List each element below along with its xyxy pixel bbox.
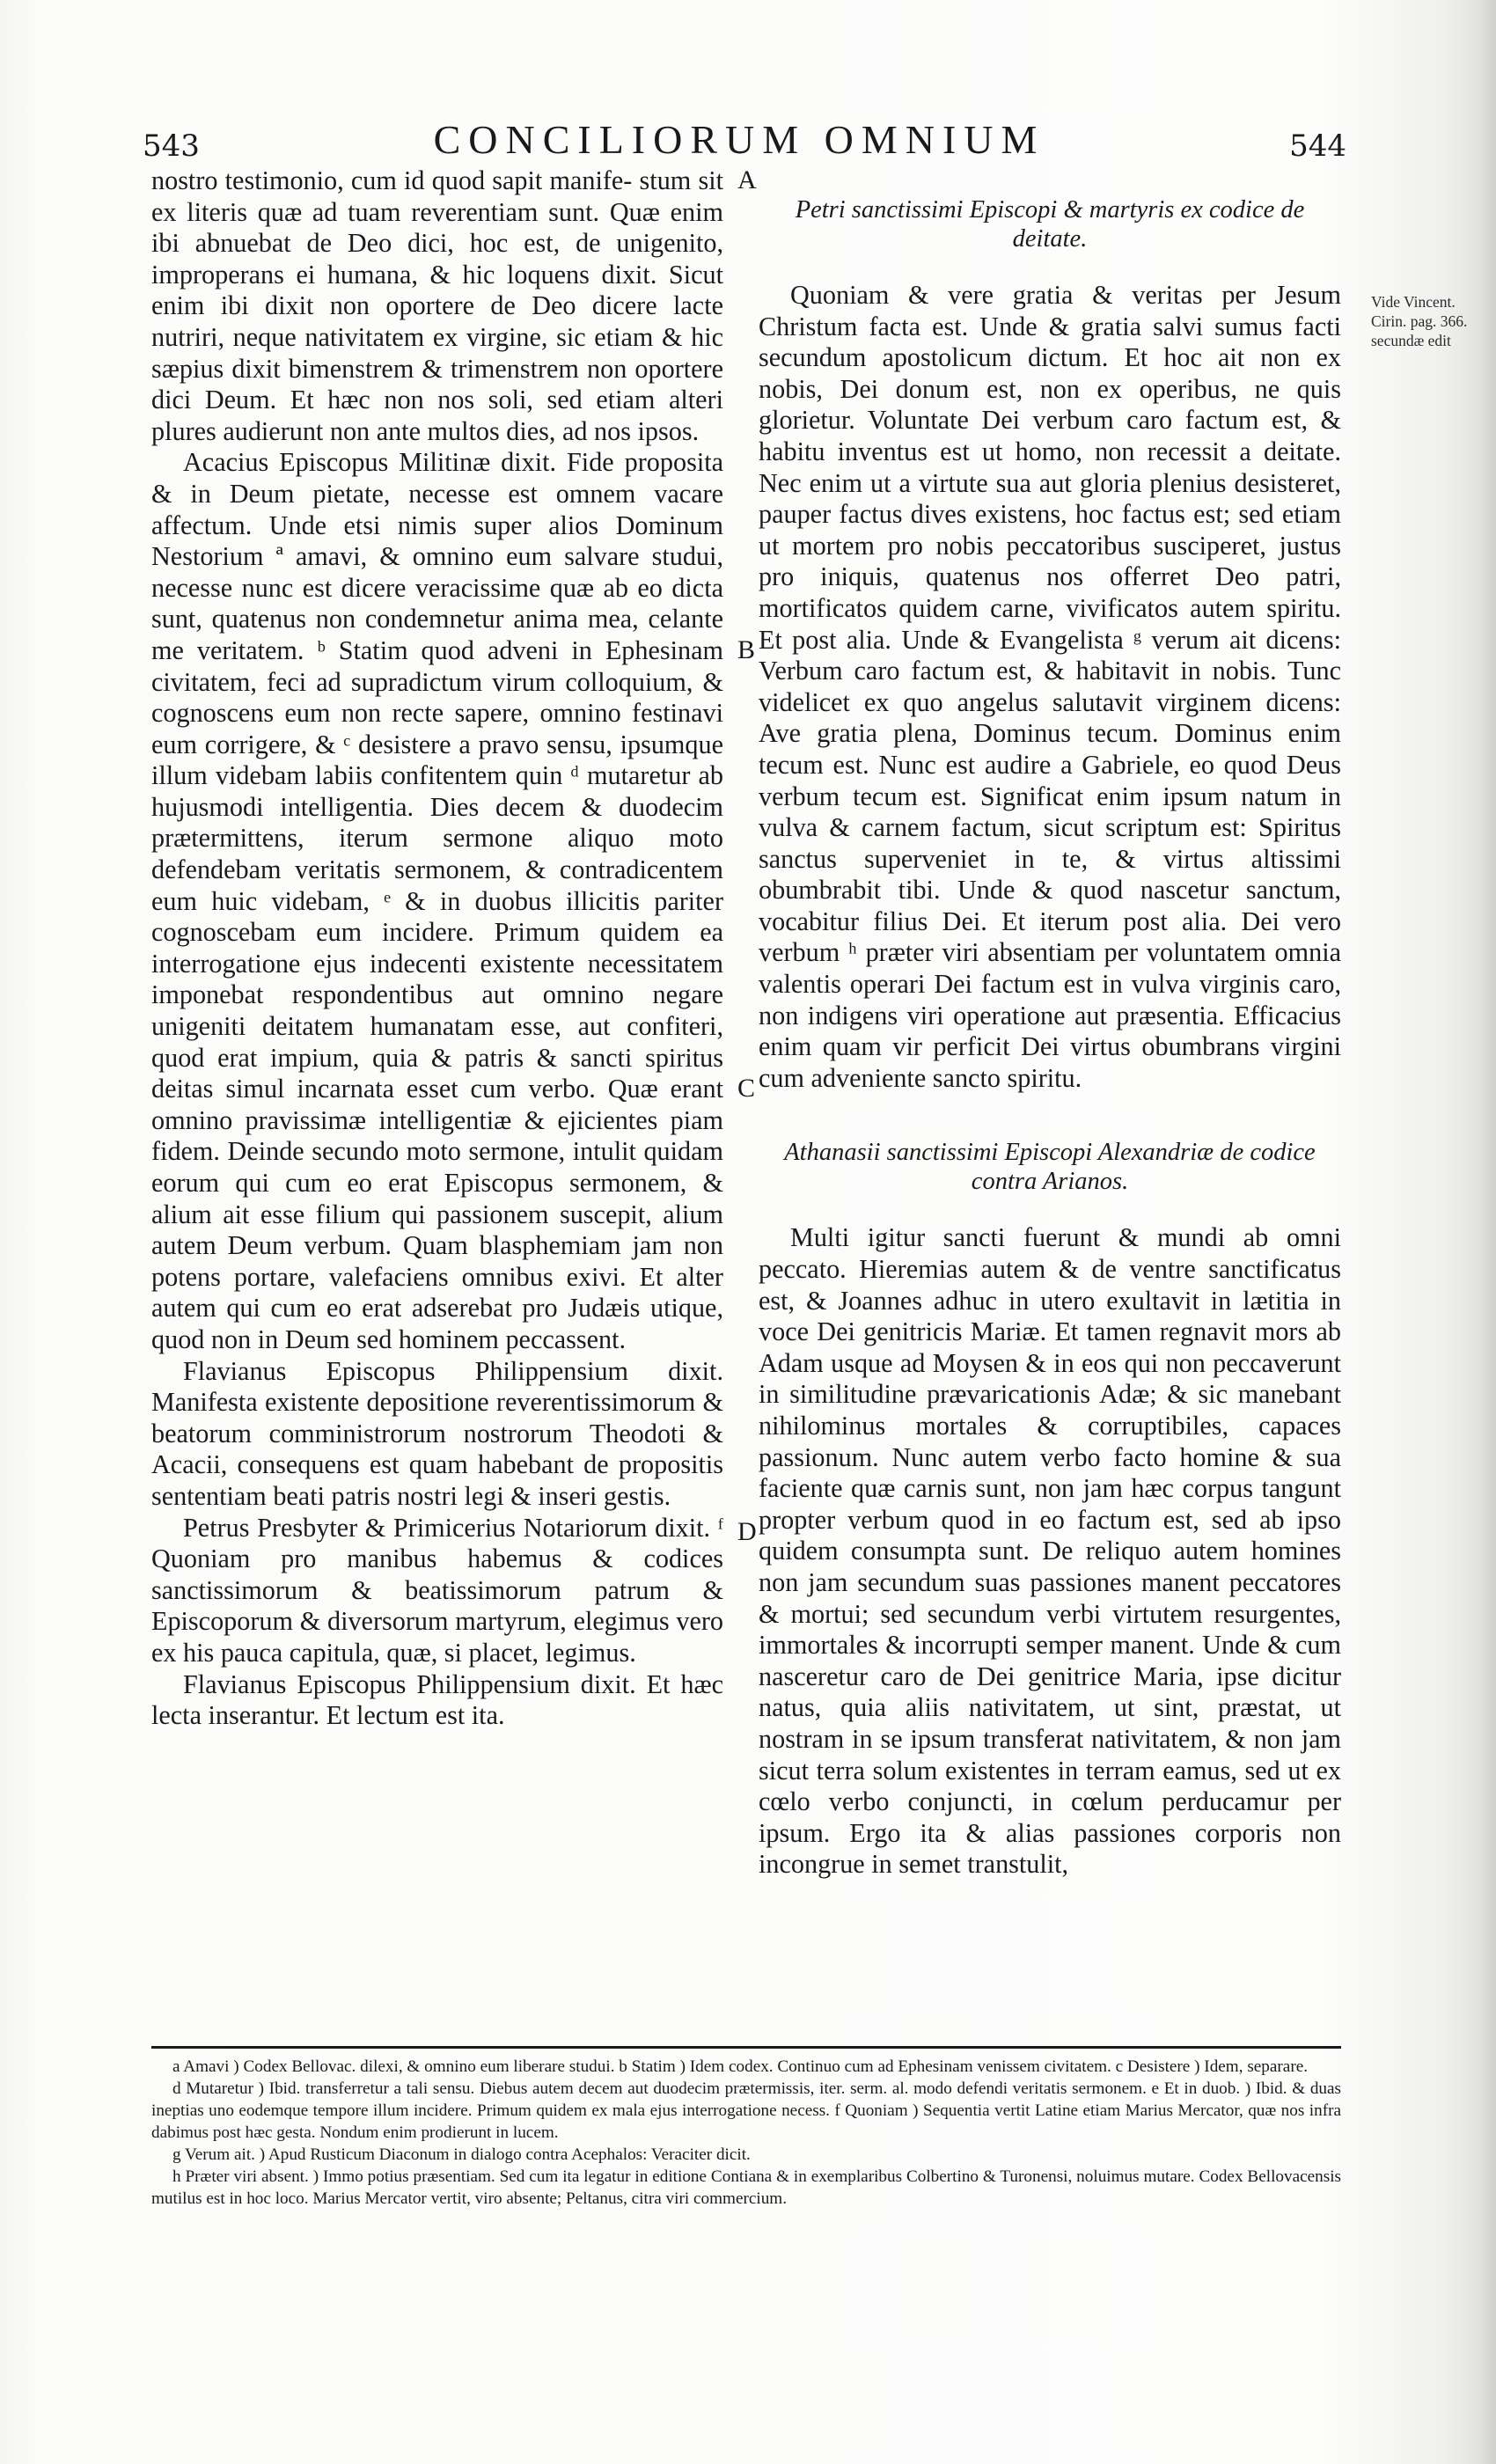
left-paragraph-1: nostro testimonio, cum id quod sapit manife- stum sit ex literis quæ ad tuam reverentiam sunt. Quæ enim ibi abnuebat de Deo dici, hoc est, de unigenito, improperans ei humana, & hic loquens dixit. Sicut enim ibi dixit non oportere de Deo dicere lacte nutriri, neque nativitatem ex virgine, sic etiam & hic sæpius dixit bimenstrem & trimenstrem non oportere dici Deum. Et hæc non nos soli, sed etiam alteri plures audierunt non ante multos dies, ad nos ipsos. (151, 165, 723, 446)
footnotes (151, 2056, 1341, 2210)
margin-marker-c: C (737, 1074, 756, 1103)
footnote-line: g Verum ait. ) Apud Rusticum Diaconum in dialogo contra Acephalos: Veraciter dicit. (172, 2145, 751, 2164)
right-paragraph-petri: Quoniam & vere gratia & veritas per Jesum Christum facta est. Unde & gratia salvi sumus facti secundum apostolicum dictum. Et hoc ait non ex nobis, Dei donum est, non ex operibus, ne quis glorietur. Voluntate Dei verbum caro factum est, & habitu inventus est ut homo, non recessit a deitate. Nec enim ut a virtute sua aut gloria plenius desisteret, pauper factus dives existens, hoc factus est; sed etiam ut mortem pro nobis peccatoribus susciperet, justus pro iniquis, quatenus nos offerret Deo patri, mortificatos quidem carne, vivificatos autem spiritu. Et post alia. Unde & Evangelista ᵍ verum ait dicens: Verbum caro factum est, & habitavit in nobis. Tunc videlicet ex quo angelus salutavit virginem dicens: Ave gratia plena, Dominus tecum. Dominus enim tecum est. Nunc est audire a Gabriele, eo quod Deus verbum tecum est. Significat enim ipsum natum in vulva & carnem factum, sicut scriptum est: Spiritus sanctus superveniet in te, & virtus altissimi obumbrabit tibi. Unde & quod nascetur sanctum, vocabitur filius Dei. Et iterum post alia. Dei vero verbum ʰ præter viri absentiam per voluntatem omnia valentis operari Dei factum est in vulva virginis caro, non indigens viri operatione aut præsentia. Efficacius enim quam vir perficit Dei virtus obumbrans virgini cum adveniente sancto spiritu. (759, 280, 1341, 1093)
right-page-number: 544 (1289, 128, 1346, 164)
page-header (132, 116, 1346, 165)
margin-marker-b: B (737, 635, 756, 664)
running-title: CONCILIORUM OMNIUM (433, 117, 1045, 162)
right-column (759, 165, 1341, 1881)
right-paragraph-athanasii: Multi igitur sancti fuerunt & mundi ab omni peccato. Hieremias autem & de ventre sanctificatus est, & Joannes adhuc in utero exultavit in lætitia in voce Dei genitricis Mariæ. Et tamen regnavit mors ab Adam usque ad Moysen & in eos qui non peccaverunt in similitudine prævaricationis Adæ; & sic manebant nihilominus mortales & corruptibiles, capaces passionum. Nunc autem verbo facto homine & sua faciente quæ carnis sunt, non jam hæc corpus tangunt propter verbum quod in eo factum est, sed ab ipso quidem consumpta sunt. De reliquo autem homines non jam secundum suas passiones manent peccatores & mortui; sed secundum verbi virtutem resurgentes, immortales & incorrupti semper manent. Unde & cum nasceretur caro de Dei genitrice Maria, ipse dicitur natus, quia aliis nativitatem, ut sint, præstat, ut nostram in se ipsum transferat nativitatem, & non jam sicut terra solum existentes in terram eamus, sed ut ex cœlo verbo conjuncti, in cœlum perducamur per ipsum. Ergo ita & alias passiones corporis non incongrue in semet transtulit, (759, 1222, 1341, 1880)
footnote-line: d Mutaretur ) Ibid. transferretur a tali sensu. Diebus autem decem aut duodecim prætermissis, iter. serm. al. modo defendi veritatis sermonem. e Et in duob. ) Ibid. & duas ineptias uno eodemque tempore illum incidere. Primum quidem ex mala ejus interrogatione necess. f Quoniam ) Sequentia vertit Latine etiam Marius Mercator, quæ nos infra dabimus post hæc gesta. Nondum enim prodierunt in lucem. (151, 2079, 1341, 2142)
margin-marker-a: A (737, 165, 757, 194)
section-title-petri: Petri sanctissimi Episcopi & martyris ex codice de deitate. (795, 196, 1305, 253)
section-title-athanasii: Athanasii sanctissimi Episcopi Alexandriæ de codice contra Arianos. (784, 1139, 1316, 1196)
margin-marker-d: D (737, 1517, 757, 1546)
footnote-rule (151, 2046, 1341, 2049)
left-paragraph-4: Petrus Presbyter & Primicerius Notariorum dixit. ᶠ Quoniam pro manibus habemus & codices sanctissimorum & beatissimorum patrum & Episcoporum & diversorum martyrum, elegimus vero ex his pauca capitula, quæ, si placet, legimus. (151, 1512, 723, 1668)
left-page-number: 543 (143, 128, 200, 164)
left-paragraph-5: Flavianus Episcopus Philippensium dixit. Et hæc lecta inserantur. Et lectum est ita. (151, 1668, 723, 1731)
left-paragraph-3: Flavianus Episcopus Philippensium dixit. Manifesta existente depositione reverentissimorum & beatorum comministrorum nostrorum Theodoti & Acacii, consequens est quam habebant de propositis sententiam beati patris nostri legi & inseri gestis. (151, 1355, 723, 1511)
footnote-line: h Præter viri absent. ) Immo potius præsentiam. Sed cum ita legatur in editione Contiana & in exemplaribus Colbertino & Turonensi, noluimus mutare. Codex Bellovacensis mutilus est in hoc loco. Marius Mercator vertit, viro absente; Peltanus, citra viri commercium. (151, 2167, 1341, 2208)
footnote-line: a Amavi ) Codex Bellovac. dilexi, & omnino eum liberare studui. b Statim ) Idem codex. Continuo cum ad Ephesinam venissem civitatem. c Desistere ) Idem, separare. (172, 2057, 1309, 2076)
margin-note: Vide Vincent. Cirin. pag. 366. secundæ edit (1371, 293, 1468, 349)
left-paragraph-2: Acacius Episcopus Militinæ dixit. Fide proposita & in Deum pietate, necesse est omnem vacare affectum. Unde etsi nimis super alios Dominum Nestorium ª amavi, & omnino eum salvare studui, necesse nunc est dicere veracissime quæ ab eo dicta sunt, quatenus non condemnetur anima mea, celante me veritatem. ᵇ Statim quod adveni in Ephesinam civitatem, feci ad supradictum virum colloquium, & cognoscens eum non recte sapere, omnino festinavi eum corrigere, & ᶜ desistere a pravo sensu, ipsumque illum videbam labiis confitentem quin ᵈ mutaretur ab hujusmodi intelligentia. Dies decem & duodecim prætermittens, iterum sermone aliquo moto defendebam veritatis sermonem, & contradicentem eum huic videbam, ᵉ & in duobus illicitis pariter cognoscebam eum incidere. Primum quidem ea interrogatione ejus indecenti existente necessitatem imponebat respondentibus aut omnino negare unigeniti deitatem humanatam esse, aut confiteri, quod erat impium, quia & patris & sancti spiritus deitas simul incarnata esset cum verbo. Quæ erant omnino pravissimæ intelligentiæ & ejicientes piam fidem. Deinde secundo moto sermone, intulit quidam eorum qui cum eo erat Episcopus sermonem, & alium ait esse filium qui passionem suscepit, alium autem Deum verbum. Quam blasphemiam jam non potens portare, valefaciens omnibus exivi. Et alter autem qui cum eo erat adserebat pro Judæis utique, quod non in Deum sed hominem peccassent. (151, 447, 723, 1354)
left-column (151, 165, 723, 1732)
